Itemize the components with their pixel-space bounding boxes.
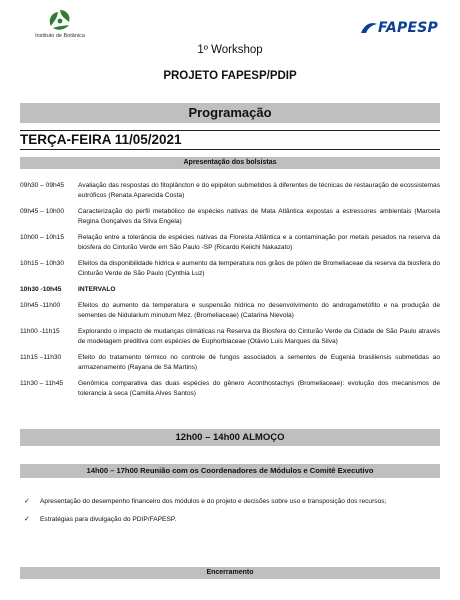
schedule-item [20, 259, 440, 279]
project-title: PROJETO FAPESP/PDIP [163, 70, 297, 82]
schedule-item [20, 327, 440, 347]
meeting-item-text: Apresentação do desempenho financeiro dos módulos e do projeto e decisões sobre uso e transposição dos recursos; [40, 498, 387, 505]
section-bolsistas-heading: Apresentação dos bolsistas [20, 157, 440, 169]
schedule-time: 09h30 – 09h45 [20, 182, 65, 189]
list-item [24, 497, 434, 507]
schedule-time: 10h00 – 10h15 [20, 234, 65, 241]
meeting-items-list [24, 497, 434, 533]
schedule-text: Efeitos do aumento da temperatura e suspensão hídrica no desenvolvimento do androgametófito e na produção de sementes de Nidularium minutum Mez. (Bromeliaceae) (Catarina Nievola) [78, 302, 440, 319]
list-item [24, 515, 434, 525]
schedule-time: 10h15 – 10h30 [20, 260, 65, 267]
schedule-item [20, 379, 440, 399]
schedule-text: Relação entre a tolerância de espécies nativas da Floresta Atlântica e a contaminação por metais pesados na reserva da biosfera do Cinturão Verde em São Paulo -SP (Ricardo Keiichi Nakazato) [78, 234, 440, 251]
schedule-item [20, 301, 440, 321]
schedule-item [20, 181, 440, 201]
schedule-text: INTERVALO [78, 286, 116, 293]
checkmark-icon: ✓ [24, 516, 30, 523]
schedule-item [20, 207, 440, 227]
schedule-text: Avaliação das respostas do fitoplâncton e do epipélon submetidos à diferentes de técnicas de restauração de ecossistemas eutróficos (Renata Aparecida Costa) [78, 182, 440, 199]
checkmark-icon: ✓ [24, 498, 30, 505]
leaf-icon [47, 8, 73, 32]
schedule-text: Efeitos da disponibilidade hídrica e aumento da temperatura nos grãos de pólen de Bromeliaceae da reserva da biosfera do Cinturão Verde de São Paulo (Cynthia Luz) [78, 260, 440, 277]
instituto-botanica-logo [30, 8, 90, 39]
schedule-item [20, 233, 440, 253]
workshop-title: 1º Workshop [197, 44, 263, 56]
schedule-time: 10h30 -10h45 [20, 286, 62, 293]
schedule-time: 11h15 –11h30 [20, 354, 62, 361]
schedule-text: Efeito do tratamento térmico no controle de fungos associados a sementes de Eugenia brasiliensis submetidas ao armazenamento (Rayana de Sá Martins) [78, 354, 440, 371]
schedule-time: 11h30 – 11h45 [20, 380, 64, 387]
schedule-item-break [20, 285, 440, 295]
meeting-item-text: Estratégias para divulgação do PDIP/FAPESP. [40, 516, 177, 523]
schedule-time: 11h00 -11h15 [20, 328, 60, 335]
logo-caption: Instituto de Botânica [35, 33, 85, 39]
schedule-text: Genômica comparativa das duas espécies do gênero Aconthostachys (Bromeliaceae): evolução dos mecanismos de tolerancia à seca (Camilla Alves Santos) [78, 380, 440, 397]
lunch-heading: 12h00 – 14h00 ALMOÇO [20, 429, 440, 446]
program-heading: Programação [20, 103, 440, 123]
schedule-time: 10h45 -11h00 [20, 302, 61, 309]
schedule-time: 09h45 – 10h00 [20, 208, 65, 215]
schedule-text: Caracterização do perfil metabólico de espécies nativas de Mata Atlântica expostas a estressores ambientais (Marcela Regina Gonçalves da Silva Engela) [78, 208, 440, 225]
meeting-heading: 14h00 – 17h00 Reunião com os Coordenadores de Módulos e Comitê Executivo [20, 464, 440, 478]
schedule-item [20, 353, 440, 373]
closing-heading: Encerramento [20, 567, 440, 579]
day-heading: TERÇA-FEIRA 11/05/2021 [20, 130, 440, 150]
fapesp-logo [360, 20, 438, 36]
schedule-list [20, 181, 440, 405]
schedule-text: Explorando o impacto de mudanças climáticas na Reserva da Biosfera do Cinturão Verde da Cidade de São Paulo através de modelagem preditiva com espécies de Euphorbiaceae (Otávio Luis Marques da Silva) [78, 328, 440, 345]
fapesp-wordmark: FAPESP [378, 20, 438, 36]
fapesp-swoosh-icon [360, 21, 378, 35]
